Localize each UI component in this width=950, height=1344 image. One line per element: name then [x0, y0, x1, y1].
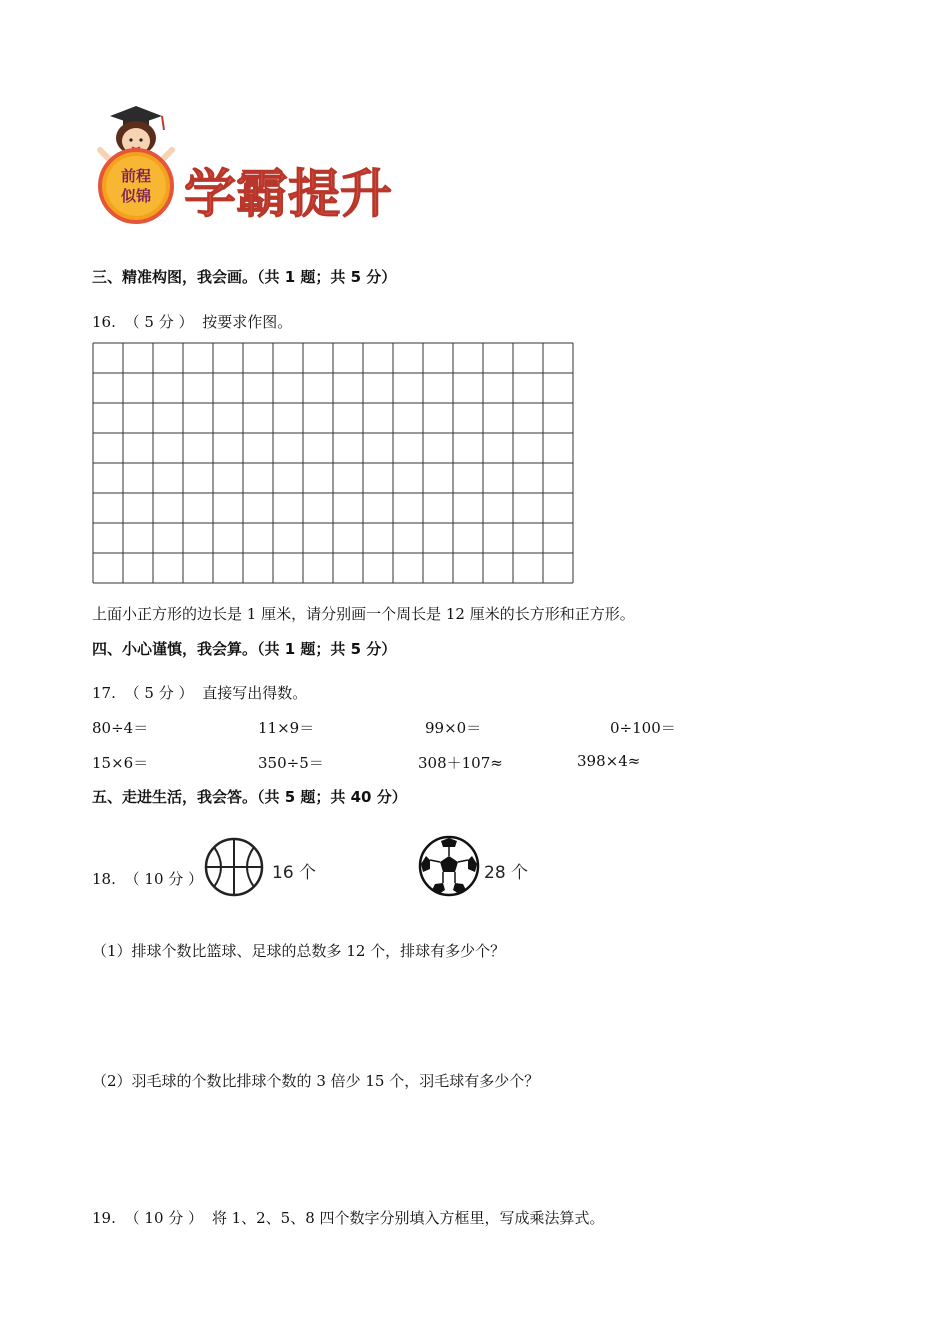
drawing-grid[interactable] — [92, 342, 576, 585]
football-count: 28 个 — [484, 863, 529, 883]
section5-heading: 五、走进生活，我会答。（共 5 题；共 40 分） — [92, 788, 407, 806]
q18-number: 18. — [92, 870, 116, 888]
calc-item: 80÷4＝ — [92, 719, 149, 737]
q18-sub2: （2）羽毛球的个数比排球个数的 3 倍少 15 个，羽毛球有多少个？ — [92, 1072, 540, 1090]
calc-item: 398×4≈ — [577, 752, 641, 770]
calc-item: 99×0＝ — [425, 719, 482, 737]
q17-points: （ 5 分 ） — [124, 684, 194, 702]
header-logo — [88, 98, 408, 230]
q16-instruction: 上面小正方形的边长是 1 厘米，请分别画一个周长是 12 厘米的长方形和正方形。 — [92, 605, 635, 623]
q16-number: 16. — [92, 313, 116, 331]
q19-points: （ 10 分 ） — [124, 1209, 204, 1227]
q16-prompt: 按要求作图。 — [202, 313, 293, 331]
q18-points: （ 10 分 ） — [124, 870, 204, 888]
logo-badge-line2: 似锦 — [120, 187, 152, 205]
calc-item: 15×6＝ — [92, 754, 149, 772]
q19-number: 19. — [92, 1209, 116, 1227]
calc-item: 11×9＝ — [258, 719, 315, 737]
q19-header — [92, 1207, 605, 1228]
soccer-ball-icon — [417, 834, 481, 898]
q19-prompt: 将 1、2、5、8 四个数字分别填入方框里，写成乘法算式。 — [211, 1209, 605, 1227]
section3-heading: 三、精准构图，我会画。（共 1 题；共 5 分） — [92, 268, 397, 286]
logo-banner-text: 学霸提升 — [184, 165, 393, 225]
q17-prompt: 直接写出得数。 — [202, 684, 308, 702]
q16-points: （ 5 分 ） — [124, 313, 194, 331]
q18-header — [92, 868, 203, 889]
logo-badge-line1: 前程 — [120, 167, 152, 185]
basketball-icon — [202, 835, 266, 899]
section4-heading: 四、小心谨慎，我会算。（共 1 题；共 5 分） — [92, 640, 397, 658]
q17-header — [92, 682, 307, 703]
calc-item: 308＋107≈ — [418, 754, 503, 772]
q17-number: 17. — [92, 684, 116, 702]
basketball-count: 16 个 — [272, 863, 317, 883]
calc-item: 0÷100＝ — [610, 719, 676, 737]
q18-sub1: （1）排球个数比篮球、足球的总数多 12 个，排球有多少个？ — [92, 942, 506, 960]
q16-header — [92, 311, 292, 332]
calc-item: 350÷5＝ — [258, 754, 324, 772]
